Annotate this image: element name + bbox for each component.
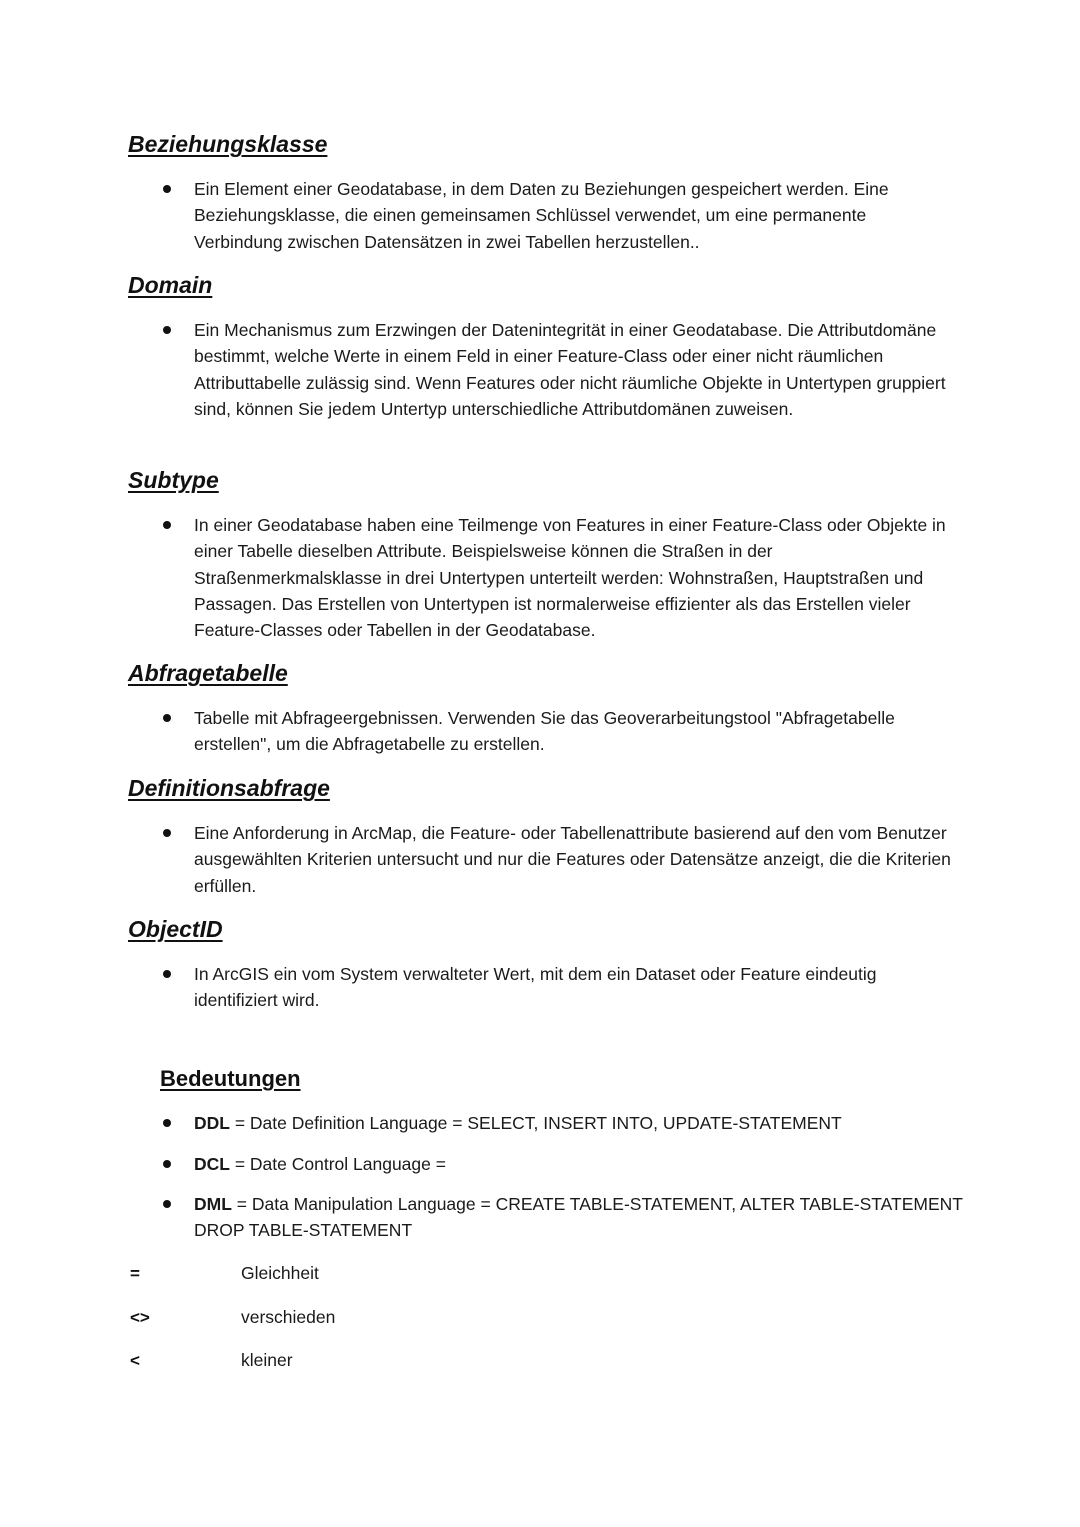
bullet-icon bbox=[163, 326, 171, 334]
section-text-subtype: In einer Geodatabase haben eine Teilmenge von Features in einer Feature-Class oder Objekte in einer Tabelle dieselben Attribute. Beispielsweise können die Straßen in der Straßenmerkmalsklasse in drei Untertypen unterteilt werden: Wohnstraßen, Hauptstraßen und Passagen. Das Erstellen von Untertypen ist normalerweise effizienter als das Erstellen vieler Feature-Classes oder Tabellen in der Geodatabase. bbox=[194, 515, 946, 641]
section-heading-objectid: ObjectID bbox=[128, 916, 223, 942]
section-heading-abfragetabelle: Abfragetabelle bbox=[128, 660, 288, 686]
operator-symbol: = bbox=[130, 1264, 140, 1283]
bedeutung-term: DCL bbox=[194, 1154, 230, 1174]
section-heading-definitionsabfrage: Definitionsabfrage bbox=[128, 775, 330, 801]
bullet-icon bbox=[163, 970, 171, 978]
bullet-icon bbox=[163, 1200, 171, 1208]
bullet-icon bbox=[163, 1160, 171, 1168]
operator-meaning: kleiner bbox=[241, 1350, 293, 1370]
operator-symbol: <> bbox=[130, 1308, 150, 1327]
bedeutung-term: DML bbox=[194, 1194, 232, 1214]
bedeutung-item-dcl bbox=[194, 1151, 954, 1177]
operator-meaning: Gleichheit bbox=[241, 1263, 319, 1283]
bedeutung-term: DDL bbox=[194, 1113, 230, 1133]
section-text-abfragetabelle: Tabelle mit Abfrageergebnissen. Verwenden Sie das Geoverarbeitungstool "Abfragetabelle erstellen", um die Abfragetabelle zu erstellen. bbox=[194, 708, 895, 755]
bedeutung-item-dml bbox=[194, 1191, 964, 1244]
bullet-icon bbox=[163, 1119, 171, 1127]
section-heading-subtype: Subtype bbox=[128, 467, 219, 493]
section-text-domain: Ein Mechanismus zum Erzwingen der Datenintegrität in einer Geodatabase. Die Attributdomäne bestimmt, welche Werte in einem Feld in einer Feature-Class oder einer nicht räumlichen Attributtabelle zulässig sind. Wenn Features oder nicht räumliche Objekte in Untertypen gruppiert sind, können Sie jedem Untertyp unterschiedliche Attributdomänen zuweisen. bbox=[194, 320, 946, 419]
bullet-icon bbox=[163, 521, 171, 529]
section-text-objectid: In ArcGIS ein vom System verwalteter Wert, mit dem ein Dataset oder Feature eindeutig identifiziert wird. bbox=[194, 964, 877, 1011]
section-text-definitionsabfrage: Eine Anforderung in ArcMap, die Feature- oder Tabellenattribute basierend auf den vom Benutzer ausgewählten Kriterien untersucht und nur die Features oder Datensätze anzeigt, die die Kriterien erfüllen. bbox=[194, 823, 951, 896]
bedeutungen-heading: Bedeutungen bbox=[160, 1066, 301, 1091]
operator-meaning: verschieden bbox=[241, 1307, 336, 1327]
bullet-icon bbox=[163, 714, 171, 722]
section-text-beziehungsklasse: Ein Element einer Geodatabase, in dem Daten zu Beziehungen gespeichert werden. Eine Beziehungsklasse, die einen gemeinsamen Schlüssel verwendet, um eine permanente Verbindung zwischen Datensätzen in zwei Tabellen herzustellen.. bbox=[194, 179, 889, 252]
section-heading-beziehungsklasse: Beziehungsklasse bbox=[128, 131, 328, 157]
bedeutung-definition: = Date Control Language = bbox=[229, 1154, 446, 1174]
bullet-icon bbox=[163, 829, 171, 837]
bedeutung-definition: = Date Definition Language = SELECT, INSERT INTO, UPDATE-STATEMENT bbox=[229, 1113, 842, 1133]
operator-symbol: < bbox=[130, 1351, 140, 1370]
bedeutung-definition: = Data Manipulation Language = CREATE TABLE-STATEMENT, ALTER TABLE-STATEMENT DROP TABLE-STATEMENT bbox=[194, 1194, 963, 1241]
bullet-icon bbox=[163, 185, 171, 193]
bedeutung-item-ddl bbox=[194, 1110, 954, 1136]
section-heading-domain: Domain bbox=[128, 272, 213, 298]
